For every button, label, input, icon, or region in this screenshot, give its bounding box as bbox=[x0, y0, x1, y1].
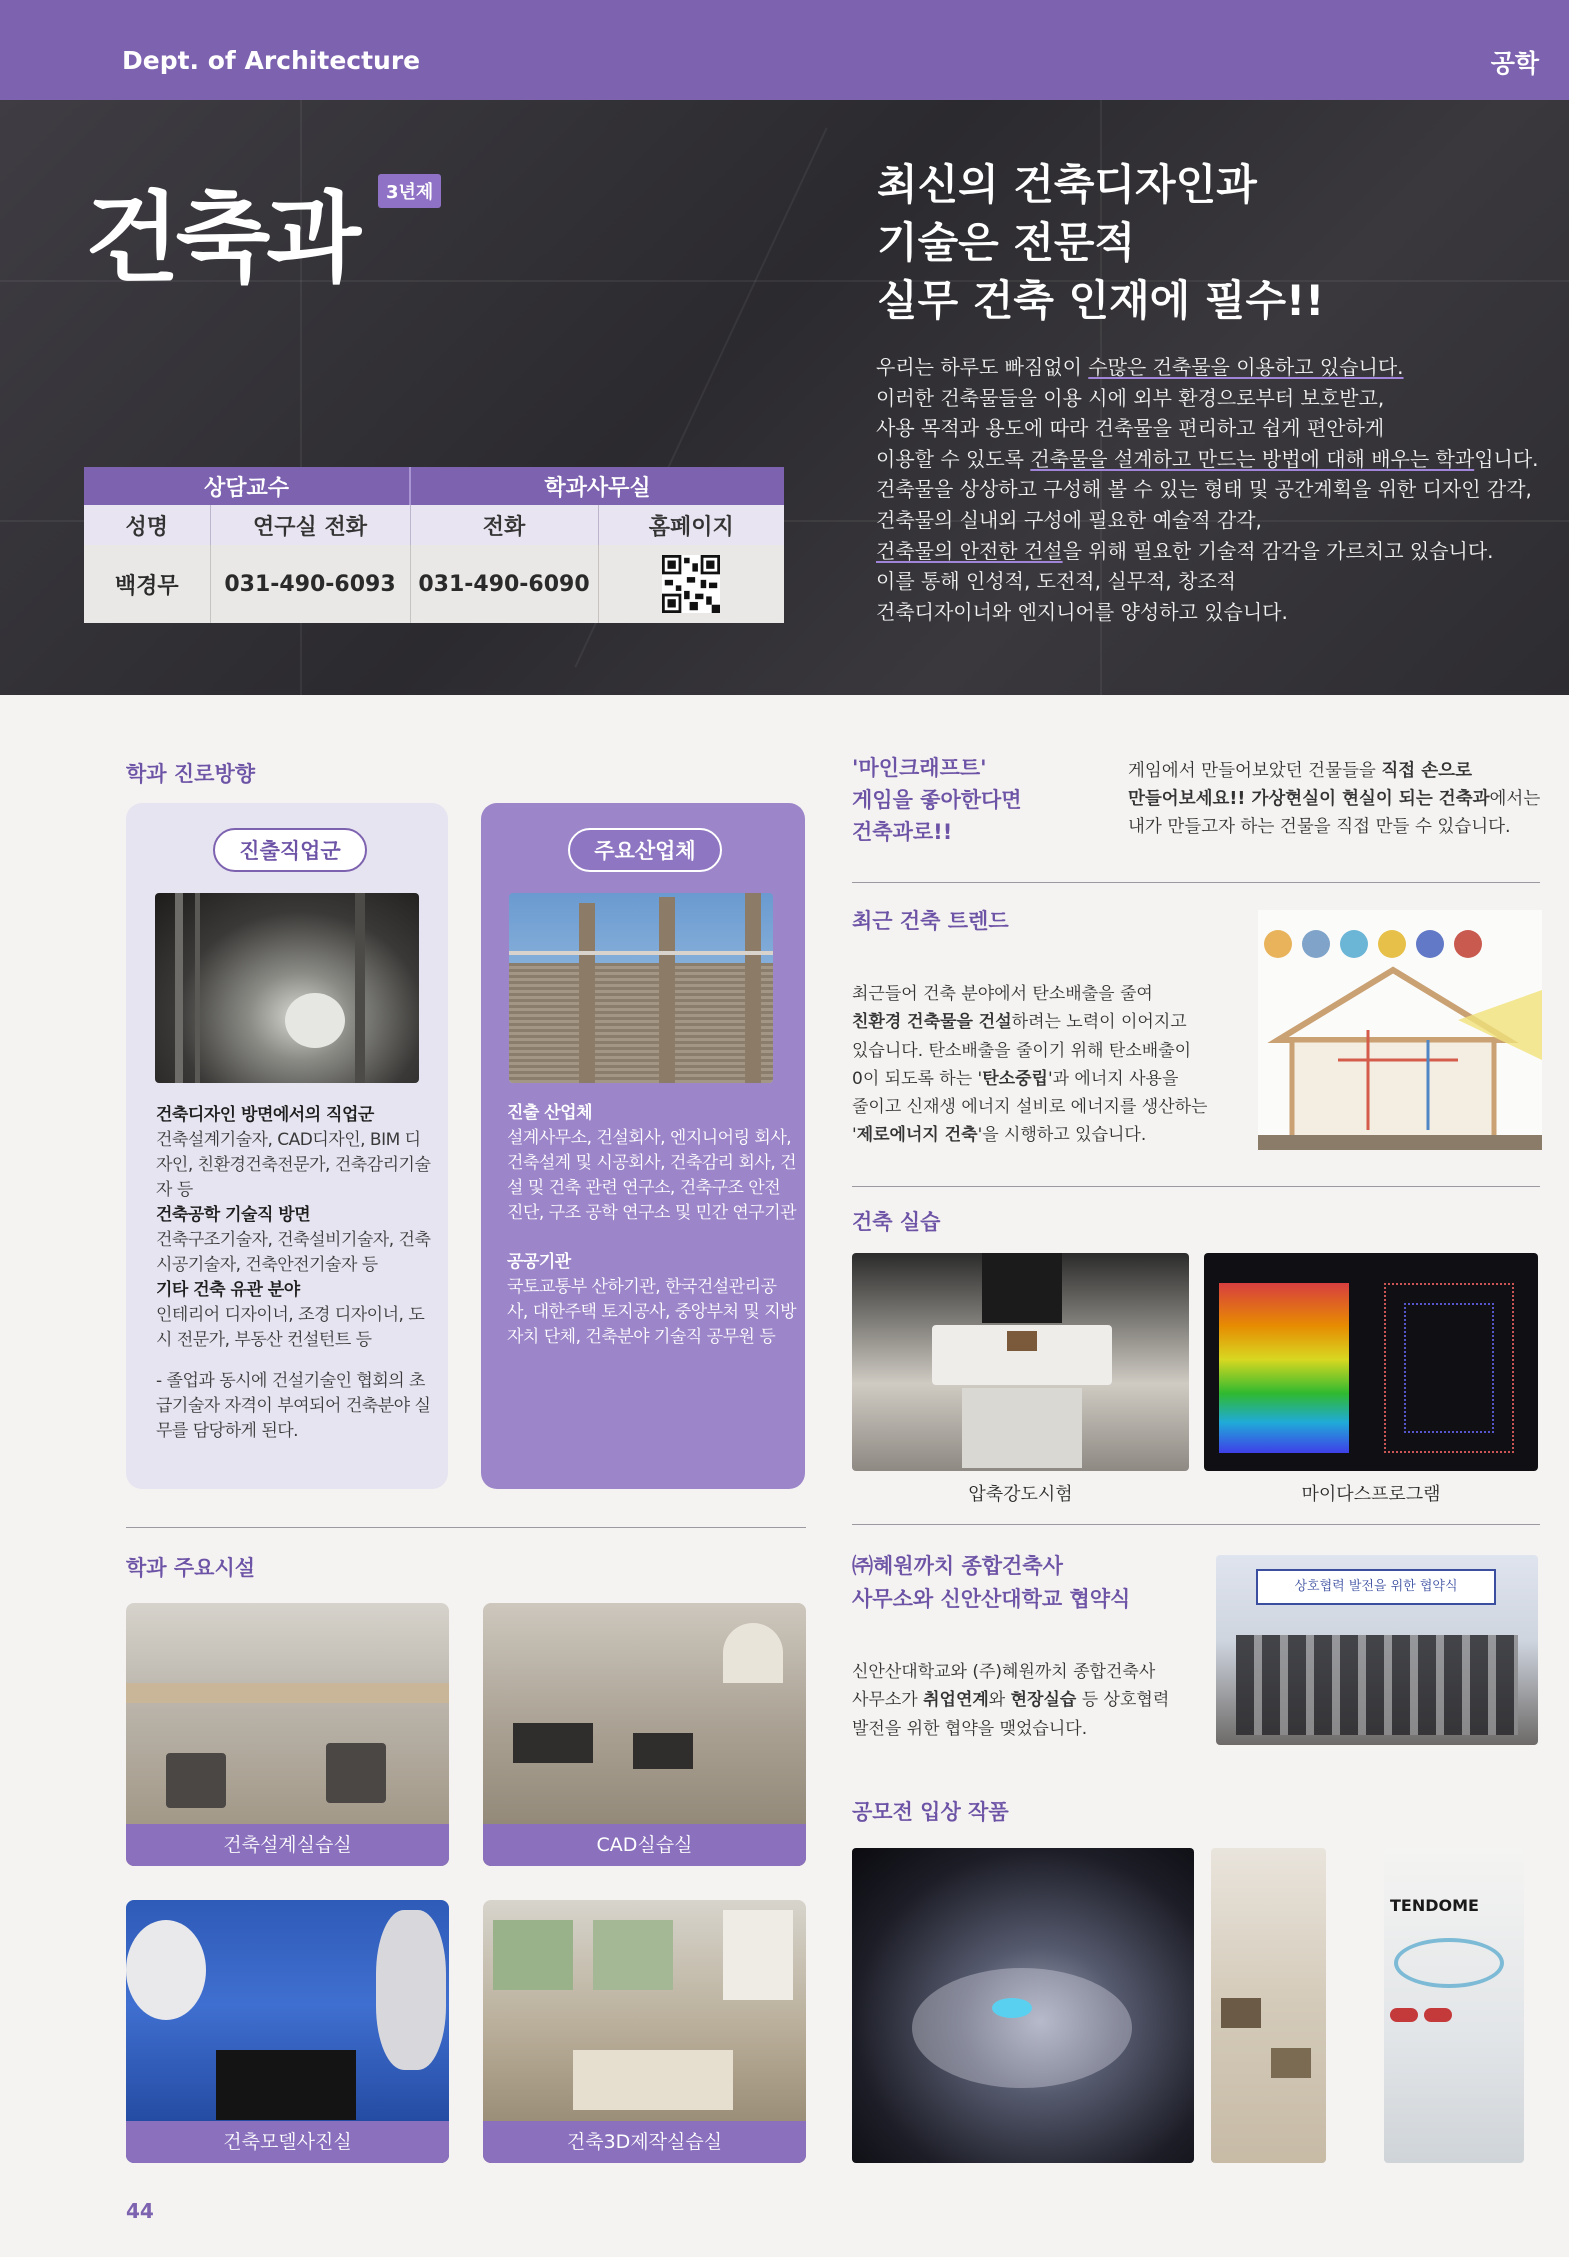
agreement-ceremony-photo bbox=[1216, 1555, 1538, 1745]
practice-caption: 마이다스프로그램 bbox=[1301, 1484, 1441, 1505]
contest-poster-2 bbox=[1384, 1848, 1524, 2163]
intro-line: 건축물을 상상하고 구성해 볼 수 있는 형태 및 공간계획을 위한 디자인 감각, bbox=[876, 477, 1532, 502]
industry-list: 국토교통부 산하기관, 한국건설관리공사, 대한주택 토지공사, 중앙부처 및 지방자치 단체, 건축분야 기술직 공무원 등 bbox=[507, 1277, 797, 1347]
headline-line: 최신의 건축디자인과 bbox=[877, 160, 1257, 209]
facility-card-photo bbox=[126, 1900, 449, 2163]
mc-line: 내가 만들고자 하는 건물을 직접 만들 수 있습니다. bbox=[1128, 817, 1511, 837]
page-title: 건축과 bbox=[85, 182, 358, 296]
minecraft-title-line: 게임을 좋아한다면 bbox=[852, 788, 1022, 812]
career-heading: 학과 진로방향 bbox=[126, 762, 256, 786]
trend-bold: 친환경 건축물을 건설 bbox=[852, 1012, 1012, 1033]
jobs-pill: 진출직업군 bbox=[213, 828, 367, 872]
practice-heading: 건축 실습 bbox=[852, 1210, 941, 1234]
facilities-heading: 학과 주요시설 bbox=[126, 1556, 256, 1580]
trend-span: '과 에너지 사용을 bbox=[1047, 1068, 1179, 1089]
headline-line: 기술은 전문적 bbox=[877, 218, 1136, 267]
agreement-bold: 현장실습 bbox=[1010, 1690, 1077, 1711]
mc-span: 에서는 bbox=[1489, 789, 1541, 809]
facility-caption: CAD실습실 bbox=[483, 1824, 806, 1866]
mc-bold: 만들어보세요!! 가상현실이 현실이 되는 건축과 bbox=[1128, 789, 1490, 809]
industry-list: 설계사무소, 건설회사, 엔지니어링 회사, 건축설계 및 시공회사, 건축감리 회사, 건설 및 건축 관련 연구소, 건축구조 안전 진단, 구조 공학 연구소 및 민간 연구기관 bbox=[507, 1128, 797, 1223]
col-name: 성명 bbox=[84, 505, 210, 545]
jobs-subheading: 건축디자인 방면에서의 직업군 bbox=[156, 1105, 374, 1125]
homepage-qr-cell[interactable] bbox=[598, 545, 784, 623]
intro-text bbox=[876, 352, 1539, 627]
practice-caption: 압축강도시험 bbox=[968, 1484, 1073, 1505]
intro-highlight: 수많은 건축물을 이용하고 있습니다. bbox=[1088, 355, 1404, 379]
building-photo bbox=[509, 893, 773, 1083]
divider bbox=[852, 882, 1540, 883]
facility-caption: 건축설계실습실 bbox=[126, 1824, 449, 1866]
career-industry-box bbox=[481, 803, 805, 1489]
mc-bold: 직접 손으로 bbox=[1381, 761, 1472, 781]
col-phone: 전화 bbox=[410, 505, 598, 545]
contact-group-professor: 상담교수 bbox=[84, 467, 410, 505]
jobs-text bbox=[156, 1103, 436, 1444]
trend-span: ' bbox=[852, 1125, 857, 1146]
facility-caption: 건축3D제작실습실 bbox=[483, 2121, 806, 2163]
jobs-list: 건축설계기술자, CAD디자인, BIM 디자인, 친환경건축전문가, 건축감리기술자 등 bbox=[156, 1130, 431, 1200]
mc-span: 게임에서 만들어보았던 건물들을 bbox=[1128, 761, 1382, 781]
contest-poster-1 bbox=[1211, 1848, 1326, 2163]
facility-card-3d bbox=[483, 1900, 806, 2163]
industry-subheading: 진출 산업체 bbox=[507, 1103, 593, 1123]
col-homepage: 홈페이지 bbox=[598, 505, 784, 545]
agreement-bold: 취업연계 bbox=[923, 1690, 989, 1711]
intro-line: 건축디자이너와 엔지니어를 양성하고 있습니다. bbox=[876, 599, 1288, 624]
intro-line: 이를 통해 인성적, 도전적, 실무적, 창조적 bbox=[876, 569, 1236, 594]
trend-line: 줄이고 신재생 에너지 설비로 에너지를 생산하는 bbox=[852, 1097, 1208, 1118]
agreement-title-line: 사무소와 신안산대학교 협약식 bbox=[852, 1587, 1131, 1611]
intro-span: 입니다. bbox=[1474, 446, 1539, 471]
trend-line: 최근들어 건축 분야에서 탄소배출을 줄여 bbox=[852, 984, 1153, 1004]
midas-program-photo bbox=[1204, 1253, 1538, 1471]
zero-energy-house-diagram bbox=[1258, 910, 1542, 1150]
facility-caption: 건축모델사진실 bbox=[126, 2121, 449, 2163]
trend-heading: 최근 건축 트렌드 bbox=[852, 909, 1009, 933]
agreement-span: 사무소가 bbox=[852, 1690, 924, 1711]
contest-model-photo bbox=[852, 1848, 1194, 2163]
trend-span: 0이 되도록 하는 ' bbox=[852, 1068, 983, 1089]
contact-group-office: 학과사무실 bbox=[410, 467, 784, 505]
intro-span: 우리는 하루도 빠짐없이 bbox=[876, 355, 1089, 379]
intro-span: 이용할 수 있도록 bbox=[876, 446, 1031, 471]
jobs-note: - 졸업과 동시에 건설기술인 협회의 초급기술자 자격이 부여되어 건축분야 실무를 담당하게 된다. bbox=[156, 1371, 431, 1441]
trend-bold: 제로에너지 건축 bbox=[856, 1125, 978, 1146]
agreement-line: 신안산대학교와 (주)혜원까치 종합건축사 bbox=[852, 1662, 1156, 1682]
headline-line: 실무 건축 인재에 필수!! bbox=[877, 276, 1325, 325]
qr-code-icon[interactable] bbox=[662, 555, 720, 613]
department-name: Dept. of Architecture bbox=[122, 46, 421, 75]
divider bbox=[852, 1186, 1540, 1187]
professor-name: 백경무 bbox=[84, 545, 210, 623]
minecraft-title bbox=[852, 752, 1022, 848]
compression-test-photo bbox=[852, 1253, 1189, 1471]
facility-card-design bbox=[126, 1603, 449, 1866]
industry-pill: 주요산업체 bbox=[568, 828, 722, 872]
intro-span: 을 위해 필요한 기술적 감각을 가르치고 있습니다. bbox=[1062, 538, 1494, 563]
category-label: 공학 bbox=[1490, 49, 1539, 78]
trend-bold: 탄소중립 bbox=[982, 1068, 1048, 1089]
poster-title: TENDOME bbox=[1390, 1896, 1479, 1915]
col-lab-phone: 연구실 전화 bbox=[210, 505, 410, 545]
intro-highlight: 건축물을 설계하고 만드는 방법에 대해 배우는 학과 bbox=[1030, 446, 1475, 471]
intro-highlight: 건축물의 안전한 건설 bbox=[876, 538, 1063, 563]
trend-text bbox=[852, 980, 1232, 1150]
minecraft-description bbox=[1128, 757, 1548, 841]
industry-subheading: 공공기관 bbox=[507, 1252, 571, 1272]
agreement-text bbox=[852, 1658, 1212, 1743]
trend-line: 있습니다. 탄소배출을 줄이기 위해 탄소배출이 bbox=[852, 1040, 1192, 1061]
facility-card-cad bbox=[483, 1603, 806, 1866]
intro-line: 이러한 건축물들을 이용 시에 외부 환경으로부터 보호받고, bbox=[876, 385, 1385, 410]
career-jobs-box bbox=[126, 803, 448, 1489]
lab-phone: 031-490-6093 bbox=[210, 545, 410, 623]
jobs-list: 인테리어 디자이너, 조경 디자이너, 도시 전문가, 부동산 컨설턴트 등 bbox=[156, 1305, 425, 1350]
header-bar bbox=[0, 0, 1569, 100]
agreement-title bbox=[852, 1550, 1130, 1616]
trend-span: '을 시행하고 있습니다. bbox=[977, 1125, 1147, 1146]
headline bbox=[877, 156, 1324, 330]
contact-table bbox=[84, 467, 784, 623]
plant-photo bbox=[155, 893, 419, 1083]
intro-line: 사용 목적과 용도에 따라 건축물을 편리하고 쉽게 편안하게 bbox=[876, 416, 1385, 441]
intro-line: 건축물의 실내외 구성에 필요한 예술적 감각, bbox=[876, 507, 1262, 532]
divider bbox=[852, 1524, 1540, 1525]
jobs-subheading: 건축공학 기술직 방면 bbox=[156, 1205, 311, 1225]
jobs-subheading: 기타 건축 유관 분야 bbox=[156, 1280, 300, 1300]
minecraft-title-line: 건축과로!! bbox=[852, 820, 953, 844]
agreement-span: 등 상호협력 bbox=[1076, 1690, 1170, 1711]
page-number: 44 bbox=[126, 2199, 154, 2223]
agreement-line: 발전을 위한 협약을 맺었습니다. bbox=[852, 1718, 1088, 1739]
jobs-list: 건축구조기술자, 건축설비기술자, 건축시공기술자, 건축안전기술자 등 bbox=[156, 1230, 431, 1275]
trend-span: 하려는 노력이 이어지고 bbox=[1011, 1012, 1187, 1033]
minecraft-title-line: '마인크래프트' bbox=[852, 756, 987, 780]
contest-heading: 공모전 입상 작품 bbox=[852, 1800, 1009, 1824]
agreement-span: 와 bbox=[988, 1690, 1011, 1711]
duration-badge: 3년제 bbox=[378, 174, 441, 208]
agreement-title-line: ㈜혜원까치 종합건축사 bbox=[852, 1554, 1063, 1578]
divider bbox=[126, 1527, 806, 1528]
office-phone: 031-490-6090 bbox=[410, 545, 598, 623]
ceremony-banner: 상호협력 발전을 위한 협약식 bbox=[1256, 1569, 1496, 1605]
industry-text bbox=[507, 1101, 797, 1350]
